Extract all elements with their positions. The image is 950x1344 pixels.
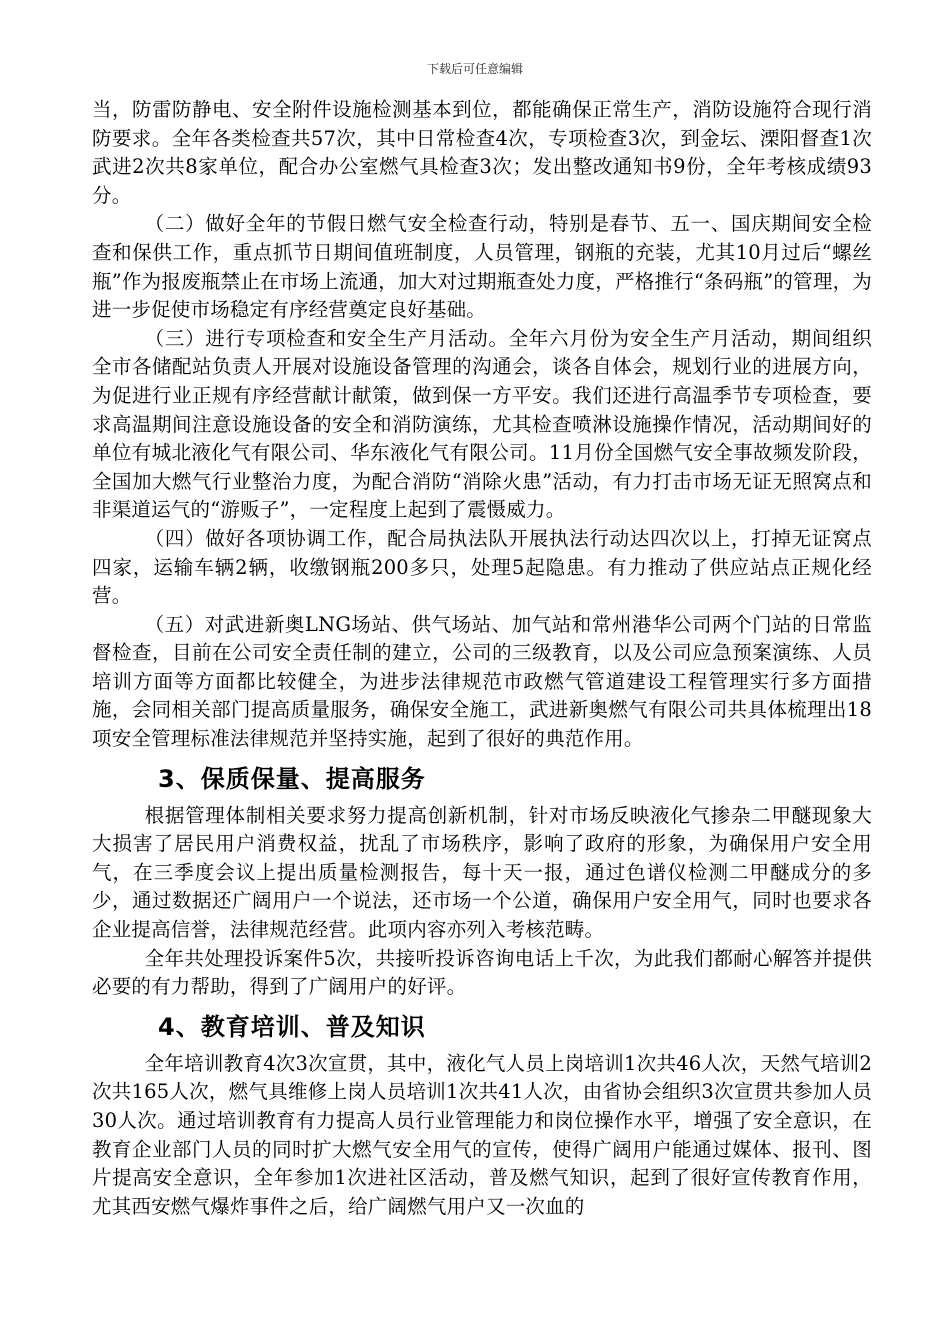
document-body (92, 96, 872, 1221)
paragraph-item-4: （四）做好各项协调工作，配合局执法队开展执法行动达四次以上，打掉无证窝点四家，运输车辆2辆，收缴钢瓶200多只，处理5起隐患。有力推动了供应站点正规化经营。 (92, 526, 872, 608)
page-header: 下载后可任意编辑 (426, 62, 523, 76)
paragraph-item-5: （五）对武进新奥LNG场站、供气场站、加气站和常州港华公司两个门站的日常监督检查，目前在公司安全责任制的建立，公司的三级教育，以及公司应急预案演练、人员培训方面等方面都比较健全，为进步法律规范市政燃气管道建设工程管理实行多方面措施，会同相关部门提高质量服务，确保安全施工，武进新奥燃气有限公司共具体梳理出18项安全管理标准法律规范并坚持实施，起到了很好的典范作用。 (92, 612, 872, 751)
paragraph-item-3: （三）进行专项检查和安全生产月活动。全年六月份为安全生产月活动，期间组织全市各储配站负责人开展对设施设备管理的沟通会，谈各自体会，规划行业的进展方向，为促进行业正规有序经营献计献策，做到保一方平安。我们还进行高温季节专项检查，要求高温期间注意设施设备的安全和消防演练，尤其检查喷淋设施操作情况，活动期间好的单位有城北液化气有限公司、华东液化气有限公司。11月份全国燃气安全事故频发阶段，全国加大燃气行业整治力度，为配合消防“消除火患”活动，有力打击市场无证无照窝点和非渠道运气的“游贩子”，一定程度上起到了震慑威力。 (92, 326, 872, 522)
section-4-paragraph-1: 全年培训教育4次3次宣贯，其中，液化气人员上岗培训1次共46人次，天然气培训2次共165人次，燃气具维修上岗人员培训1次共41人次，由省协会组织3次宣贯共参加人员30人次。通过培训教育有力提高人员行业管理能力和岗位操作水平，增强了安全意识，在教育企业部门人员的同时扩大燃气安全用气的宣传，使得广阔用户能通过媒体、报刊、图片提高安全意识，全年参加1次进社区活动，普及燃气知识，起到了很好宣传教育作用，尤其西安燃气爆炸事件之后，给广阔燃气用户又一次血的 (92, 1051, 872, 1218)
section-3-heading: 3、保质保量、提高服务 (158, 764, 426, 793)
section-3-paragraph-1: 根据管理体制相关要求努力提高创新机制，针对市场反映液化气掺杂二甲醚现象大大损害了居民用户消费权益，扰乱了市场秩序，影响了政府的形象，为确保用户安全用气，在三季度会议上提出质量检测报告，每十天一报，通过色谱仪检测二甲醚成分的多少，通过数据还广阔用户一个说法，还市场一个公道，确保用户安全用气，同时也要求各企业提高信誉，法律规范经营。此项内容亦列入考核范畴。 (92, 803, 872, 942)
section-4-heading: 4、教育培训、普及知识 (158, 1012, 426, 1041)
paragraph-item-2: （二）做好全年的节假日燃气安全检查行动，特别是春节、五一、国庆期间安全检查和保供工作，重点抓节日期间值班制度，人员管理，钢瓶的充装，尤其10月过后“螺丝瓶”作为报废瓶禁止在市场上流通，加大对过期瓶查处力度，严格推行“条码瓶”的管理，为进一步促使市场稳定有序经营奠定良好基础。 (92, 212, 872, 322)
paragraph-continued: 当，防雷防静电、安全附件设施检测基本到位，都能确保正常生产，消防设施符合现行消防要求。全年各类检查共57次，其中日常检查4次，专项检查3次，到金坛、溧阳督查1次武进2次共8家单位，配合办公室燃气具检查3次；发出整改通知书9份，全年考核成绩93分。 (92, 98, 872, 207)
section-3-paragraph-2: 全年共处理投诉案件5次，共接听投诉咨询电话上千次，为此我们都耐心解答并提供必要的有力帮助，得到了广阔用户的好评。 (92, 946, 872, 999)
